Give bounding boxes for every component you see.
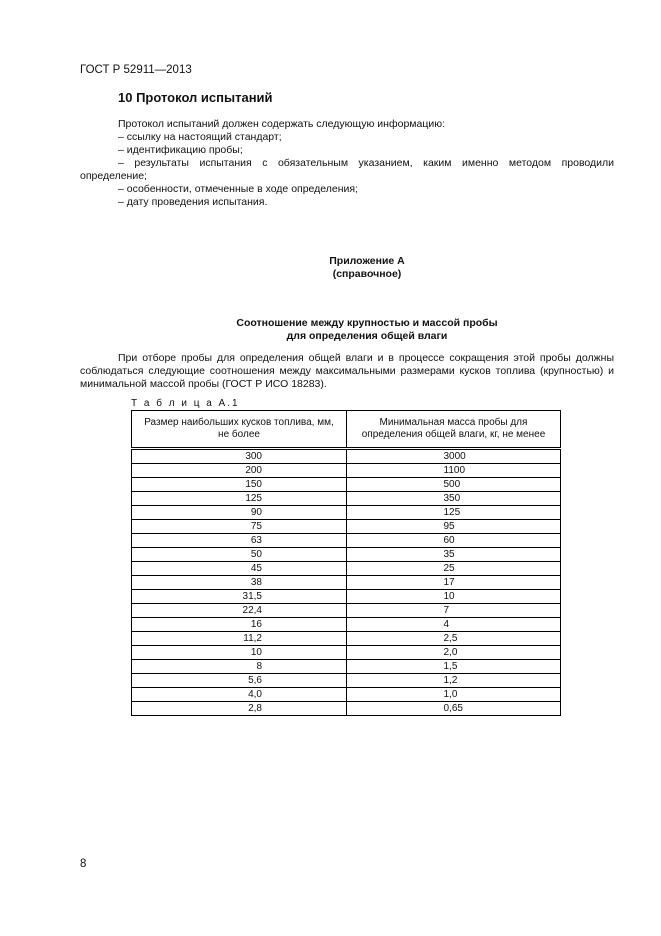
mass-cell: 1,5 [347,660,561,674]
table-row [132,520,561,534]
mass-cell: 2,0 [347,646,561,660]
size-cell: 50 [132,548,347,562]
col1-header: Размер наибольших кусков топлива, мм, не более [132,411,347,449]
size-cell: 90 [132,506,347,520]
size-cell: 300 [132,449,347,464]
page-number: 8 [80,858,87,870]
appendix-title [80,317,654,343]
list-item: – идентификацию пробы; [118,144,243,156]
mass-cell: 10 [347,590,561,604]
size-cell: 11,2 [132,632,347,646]
table-label: Т а б л и ц а А.1 [131,398,240,409]
size-cell: 31,5 [132,590,347,604]
size-cell: 45 [132,562,347,576]
appendix-kind: (справочное) [332,268,402,280]
mass-cell: 2,5 [347,632,561,646]
list-item: – дату проведения испытания. [118,196,268,208]
list-item-continuation: определение; [80,170,147,182]
mass-cell: 1100 [347,464,561,478]
mass-cell: 1,0 [347,688,561,702]
appendix-text-line: При отборе пробы для определения общей влаги и в процессе сокращения этой пробы должны [118,352,614,364]
section-body [80,118,614,209]
table-row [132,590,561,604]
table-row [132,688,561,702]
size-cell: 4,0 [132,688,347,702]
mass-cell: 7 [347,604,561,618]
mass-cell: 350 [347,492,561,506]
mass-cell: 125 [347,506,561,520]
list-item: – ссылку на настоящий стандарт; [118,131,282,143]
mass-cell: 60 [347,534,561,548]
size-cell: 2,8 [132,702,347,716]
mass-cell: 3000 [347,449,561,464]
table-row [132,674,561,688]
table-row [132,449,561,464]
mass-cell: 35 [347,548,561,562]
mass-cell: 95 [347,520,561,534]
size-cell: 5,6 [132,674,347,688]
table-row [132,576,561,590]
appendix-text-line: минимальной массой пробы (ГОСТ Р ИСО 18283). [80,378,327,390]
intro-line: Протокол испытаний должен содержать следующую информацию: [118,118,446,130]
col2-header: Минимальная масса пробы для определения общей влаги, кг, не менее [347,411,561,449]
size-cell: 200 [132,464,347,478]
size-cell: 38 [132,576,347,590]
size-cell: 16 [132,618,347,632]
table-row [132,646,561,660]
appendix-label: Приложение А [329,255,405,267]
table-row [132,702,561,716]
table-row [132,506,561,520]
table-row [132,478,561,492]
mass-cell: 0,65 [347,702,561,716]
document-header: ГОСТ Р 52911—2013 [80,64,192,76]
table-row [132,548,561,562]
size-cell: 63 [132,534,347,548]
list-item: – особенности, отмеченные в ходе определения; [118,183,359,195]
list-item: – результаты испытания с обязательным указанием, каким именно методом проводили [118,157,614,169]
table-row [132,464,561,478]
appendix-heading [80,255,654,281]
mass-cell: 4 [347,618,561,632]
table-row [132,562,561,576]
mass-cell: 17 [347,576,561,590]
appendix-text [80,352,614,391]
mass-cell: 500 [347,478,561,492]
size-cell: 75 [132,520,347,534]
size-cell: 8 [132,660,347,674]
section-title: 10 Протокол испытаний [118,90,273,105]
table-row [132,660,561,674]
size-cell: 10 [132,646,347,660]
table-row [132,604,561,618]
appendix-text-line: соблюдаться следующие соотношения между максимальными размерами кусков топлива (крупностью) и [80,365,614,377]
appendix-title-line: Соотношение между крупностью и массой пробы [236,317,498,329]
table-row [132,632,561,646]
table-row [132,618,561,632]
table-row [132,534,561,548]
data-table [131,410,561,716]
mass-cell: 25 [347,562,561,576]
table-row [132,492,561,506]
size-cell: 150 [132,478,347,492]
table-header-row [132,411,561,449]
size-cell: 125 [132,492,347,506]
size-cell: 22,4 [132,604,347,618]
appendix-title-line: для определения общей влаги [286,330,448,342]
mass-cell: 1,2 [347,674,561,688]
